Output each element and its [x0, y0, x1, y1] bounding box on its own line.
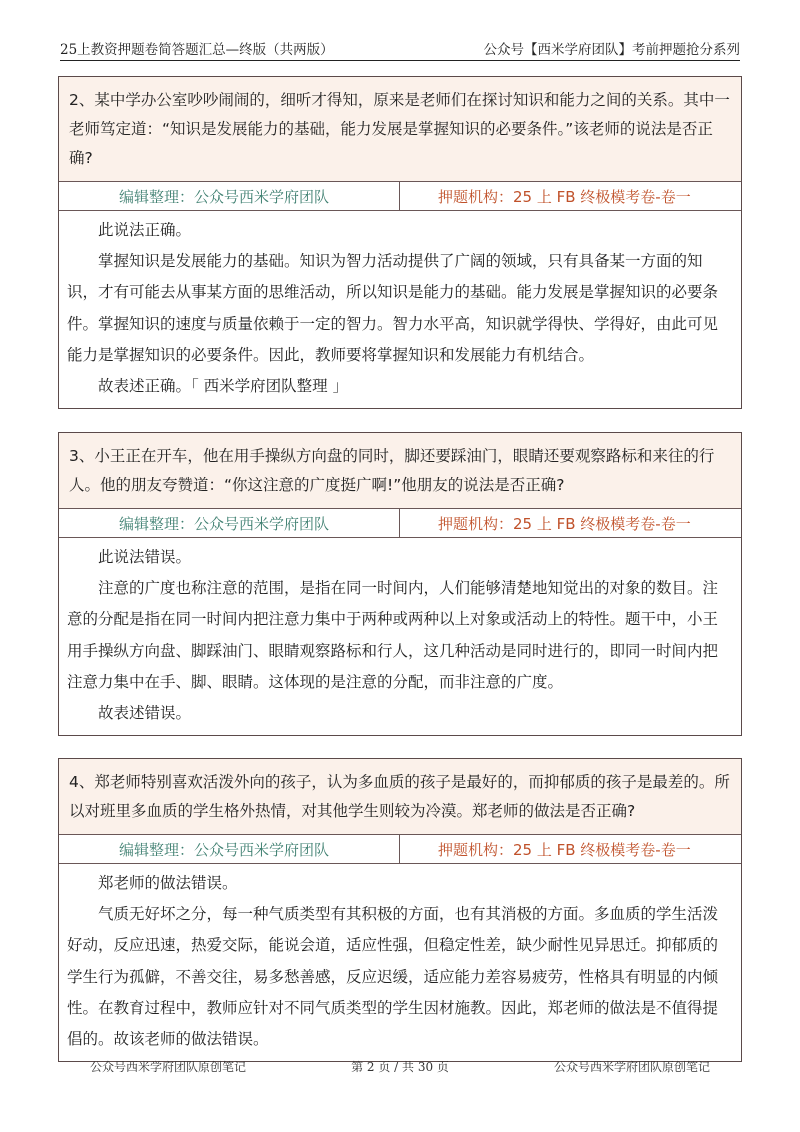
editor-credit: 编辑整理：公众号西米学府团队	[59, 835, 400, 863]
answer-paragraph: 此说法错误。	[98, 548, 192, 566]
editor-credit: 编辑整理：公众号西米学府团队	[59, 182, 400, 210]
page-number: 第 2 页 / 共 30 页	[351, 1060, 449, 1074]
source-credit: 押题机构：25 上 FB 终极模考卷-卷一	[438, 187, 691, 206]
header-left: 25上教资押题卷简答题汇总—终版（共两版）	[60, 42, 334, 58]
answer-paragraph: 注意的广度也称注意的范围，是指在同一时间内，人们能够清楚地知觉出的对象的数目。注意的分配是指在同一时间内把注意力集中于两种或两种以上对象或活动上的特性。题干中，小王用手操纵方向盘、脚踩油门、眼睛观察路标和行人，这几种活动是同时进行的，即同一时间内把注意力集中在手、脚、眼睛。这体现的是注意的分配，而非注意的广度。	[67, 579, 719, 691]
question-title: 3、小王正在开车，他在用手操纵方向盘的同时，脚还要踩油门，眼睛还要观察路标和来往的行人。他的朋友夸赞道：“你这注意的广度挺广啊!”他朋友的说法是否正确?	[59, 433, 741, 509]
question-meta-row	[59, 182, 741, 211]
question-box-2	[58, 76, 742, 409]
answer-body	[59, 211, 741, 408]
source-credit: 押题机构：25 上 FB 终极模考卷-卷一	[438, 840, 691, 859]
answer-paragraph: 气质无好坏之分，每一种气质类型有其积极的方面，也有其消极的方面。多血质的学生活泼好动，反应迅速，热爱交际，能说会道，适应性强，但稳定性差，缺少耐性见异思迁。抑郁质的学生行为孤僻，不善交往，易多愁善感，反应迟缓，适应能力差容易疲劳，性格具有明显的内倾性。在教育过程中，教师应针对不同气质类型的学生因材施教。因此，郑老师的做法是不值得提倡的。故该老师的做法错误。	[67, 905, 719, 1049]
source-credit: 押题机构：25 上 FB 终极模考卷-卷一	[438, 514, 691, 533]
footer-right: 公众号西米学府团队原创笔记	[553, 1060, 710, 1074]
editor-credit: 编辑整理：公众号西米学府团队	[59, 509, 400, 537]
answer-body	[59, 538, 741, 735]
question-box-3	[58, 432, 742, 736]
footer-left: 公众号西米学府团队原创笔记	[90, 1060, 247, 1074]
page-footer	[90, 1058, 710, 1076]
question-meta-row	[59, 509, 741, 538]
question-box-4	[58, 758, 742, 1062]
answer-paragraph: 郑老师的做法错误。	[98, 874, 238, 892]
page-header	[60, 36, 740, 61]
header-right: 公众号【西米学府团队】考前押题抢分系列	[483, 42, 740, 58]
question-meta-row	[59, 835, 741, 864]
answer-paragraph: 故表述正确。「 西米学府团队整理 」	[98, 377, 349, 396]
answer-paragraph: 掌握知识是发展能力的基础。知识为智力活动提供了广阔的领域，只有具备某一方面的知识，才有可能去从事某方面的思维活动，所以知识是能力的基础。能力发展是掌握知识的必要条件。掌握知识的速度与质量依赖于一定的智力。智力水平高，知识就学得快、学得好，由此可见能力是掌握知识的必要条件。因此，教师要将掌握知识和发展能力有机结合。	[67, 252, 719, 364]
answer-paragraph: 此说法正确。	[98, 221, 192, 239]
question-title: 4、郑老师特别喜欢活泼外向的孩子，认为多血质的孩子是最好的，而抑郁质的孩子是最差的。所以对班里多血质的学生格外热情，对其他学生则较为冷漠。郑老师的做法是否正确?	[59, 759, 741, 835]
answer-body	[59, 864, 741, 1061]
question-title: 2、某中学办公室吵吵闹闹的，细听才得知，原来是老师们在探讨知识和能力之间的关系。其中一老师笃定道：“知识是发展能力的基础，能力发展是掌握知识的必要条件。”该老师的说法是否正确?	[59, 77, 741, 182]
answer-paragraph: 故表述错误。	[98, 704, 192, 723]
